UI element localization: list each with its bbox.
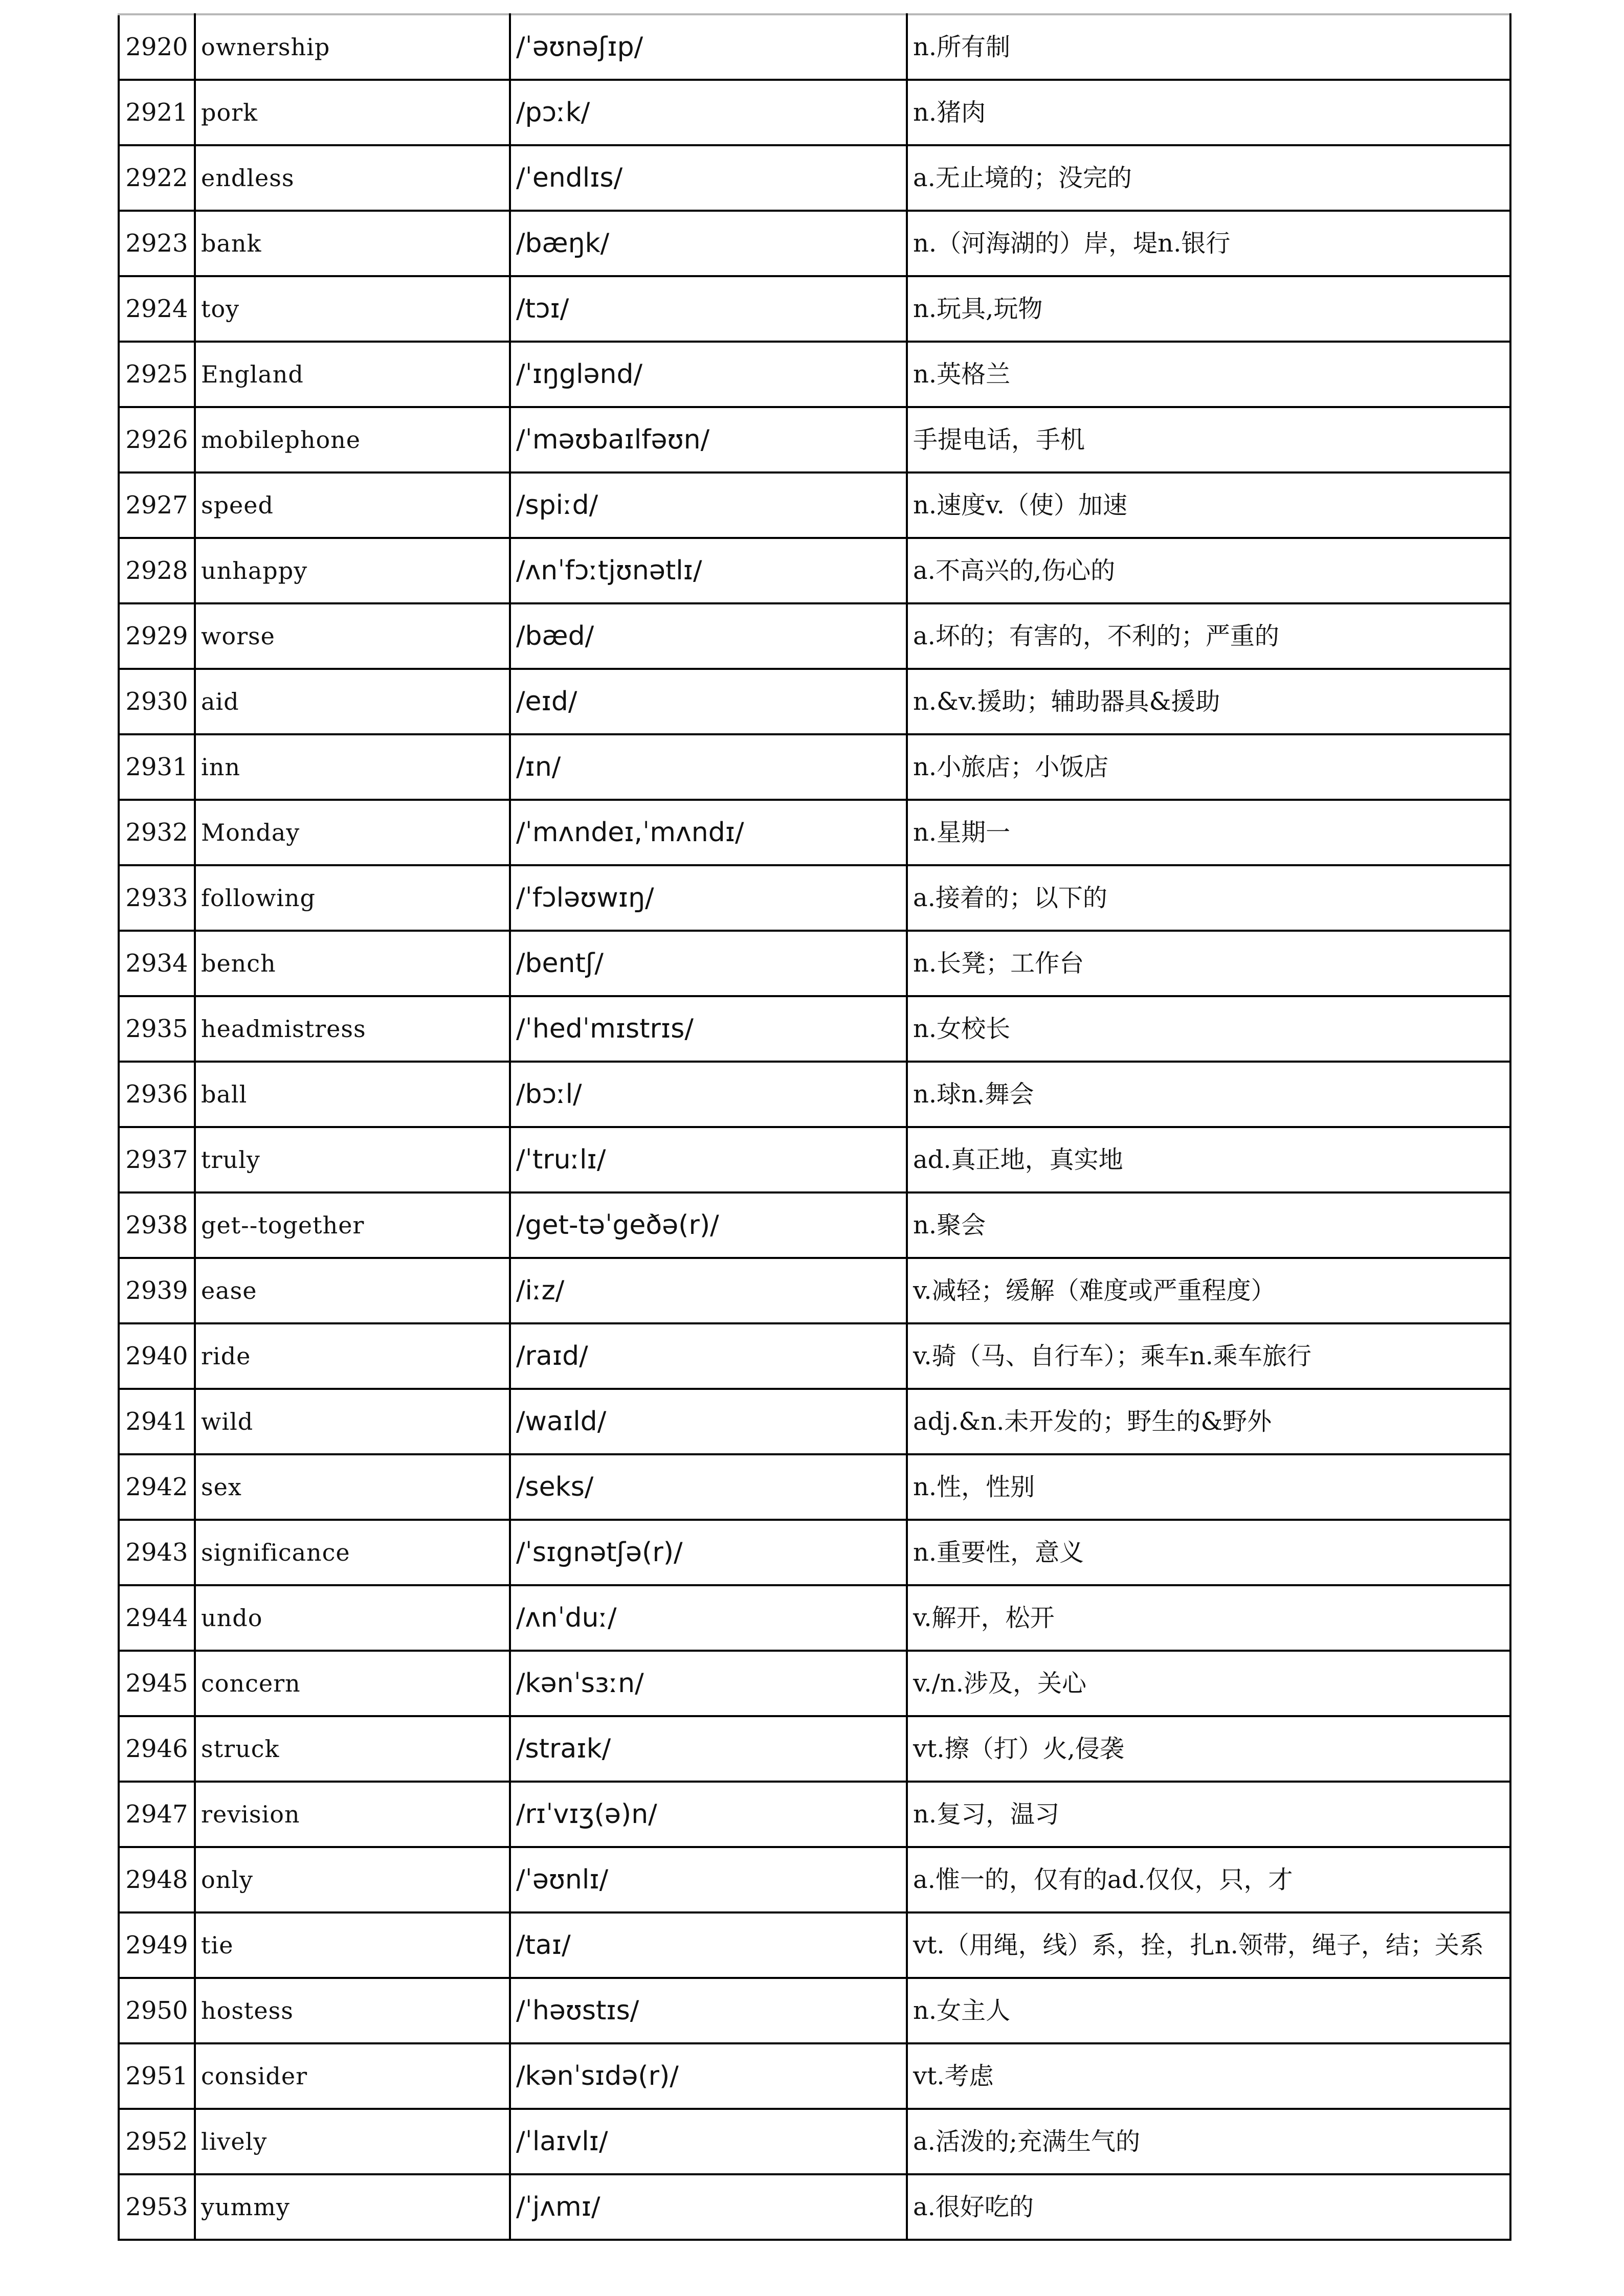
table-row [119, 603, 1510, 669]
meaning: a.不高兴的,伤心的 [907, 538, 1510, 603]
row-number: 2935 [119, 996, 195, 1062]
meaning: n.女校长 [907, 996, 1510, 1062]
phonetic: /ˈəʊnəʃɪp/ [510, 14, 907, 80]
word: consider [195, 2043, 510, 2109]
word: wild [195, 1389, 510, 1454]
table-row [119, 538, 1510, 603]
word: sex [195, 1454, 510, 1520]
meaning: n.长凳；工作台 [907, 931, 1510, 996]
word: undo [195, 1585, 510, 1651]
phonetic: /rɪˈvɪʒ(ə)n/ [510, 1782, 907, 1847]
table-row [119, 800, 1510, 865]
word: hostess [195, 1978, 510, 2043]
row-number: 2936 [119, 1062, 195, 1127]
meaning: v.减轻；缓解（难度或严重程度） [907, 1258, 1510, 1323]
row-number: 2946 [119, 1716, 195, 1782]
table-row [119, 407, 1510, 472]
table-row [119, 80, 1510, 145]
word: England [195, 342, 510, 407]
phonetic: /pɔːk/ [510, 80, 907, 145]
meaning: n.星期一 [907, 800, 1510, 865]
phonetic: /bæd/ [510, 603, 907, 669]
word: speed [195, 472, 510, 538]
phonetic: /ˈməʊbaɪlfəʊn/ [510, 407, 907, 472]
row-number: 2939 [119, 1258, 195, 1323]
word: tie [195, 1912, 510, 1978]
word: ownership [195, 14, 510, 80]
row-number: 2932 [119, 800, 195, 865]
meaning: v./n.涉及，关心 [907, 1651, 1510, 1716]
table-row [119, 276, 1510, 342]
row-number: 2926 [119, 407, 195, 472]
meaning: a.无止境的；没完的 [907, 145, 1510, 211]
word: mobilephone [195, 407, 510, 472]
row-number: 2950 [119, 1978, 195, 2043]
word: headmistress [195, 996, 510, 1062]
table-row [119, 996, 1510, 1062]
table-row [119, 1323, 1510, 1389]
table-row [119, 2109, 1510, 2174]
meaning: ad.真正地，真实地 [907, 1127, 1510, 1192]
row-number: 2951 [119, 2043, 195, 2109]
meaning: n.&v.援助；辅助器具&援助 [907, 669, 1510, 734]
phonetic: /ˈɪŋglənd/ [510, 342, 907, 407]
phonetic: /ˈendlɪs/ [510, 145, 907, 211]
vocabulary-table-body [119, 14, 1510, 2240]
row-number: 2938 [119, 1192, 195, 1258]
meaning: a.惟一的，仅有的ad.仅仅，只，才 [907, 1847, 1510, 1912]
meaning: v.骑（马、自行车）；乘车n.乘车旅行 [907, 1323, 1510, 1389]
table-row [119, 1258, 1510, 1323]
word: inn [195, 734, 510, 800]
phonetic: /tɔɪ/ [510, 276, 907, 342]
row-number: 2937 [119, 1127, 195, 1192]
table-row [119, 1389, 1510, 1454]
table-row [119, 1062, 1510, 1127]
row-number: 2920 [119, 14, 195, 80]
table-row [119, 865, 1510, 931]
table-row [119, 145, 1510, 211]
word: ball [195, 1062, 510, 1127]
row-number: 2948 [119, 1847, 195, 1912]
meaning: n.（河海湖的）岸，堤n.银行 [907, 211, 1510, 276]
meaning: a.活泼的;充满生气的 [907, 2109, 1510, 2174]
row-number: 2944 [119, 1585, 195, 1651]
table-row [119, 1912, 1510, 1978]
word: concern [195, 1651, 510, 1716]
meaning: n.重要性，意义 [907, 1520, 1510, 1585]
phonetic: /bæŋk/ [510, 211, 907, 276]
phonetic: /spiːd/ [510, 472, 907, 538]
meaning: n.球n.舞会 [907, 1062, 1510, 1127]
row-number: 2924 [119, 276, 195, 342]
table-row [119, 2043, 1510, 2109]
row-number: 2927 [119, 472, 195, 538]
row-number: 2934 [119, 931, 195, 996]
phonetic: /ʌnˈfɔːtjʊnətlɪ/ [510, 538, 907, 603]
word: pork [195, 80, 510, 145]
word: revision [195, 1782, 510, 1847]
row-number: 2940 [119, 1323, 195, 1389]
table-row [119, 669, 1510, 734]
word: aid [195, 669, 510, 734]
meaning: n.玩具,玩物 [907, 276, 1510, 342]
phonetic: /bɔːl/ [510, 1062, 907, 1127]
phonetic: /ˈfɔləʊwɪŋ/ [510, 865, 907, 931]
phonetic: /iːz/ [510, 1258, 907, 1323]
meaning: vt.（用绳，线）系，拴，扎n.领带，绳子，结；关系 [907, 1912, 1510, 1978]
table-row [119, 1585, 1510, 1651]
word: struck [195, 1716, 510, 1782]
meaning: n.复习，温习 [907, 1782, 1510, 1847]
word: following [195, 865, 510, 931]
word: ease [195, 1258, 510, 1323]
phonetic: /taɪ/ [510, 1912, 907, 1978]
phonetic: /eɪd/ [510, 669, 907, 734]
word: yummy [195, 2174, 510, 2240]
phonetic: /ɪn/ [510, 734, 907, 800]
row-number: 2945 [119, 1651, 195, 1716]
meaning: n.速度v.（使）加速 [907, 472, 1510, 538]
table-row [119, 14, 1510, 80]
row-number: 2941 [119, 1389, 195, 1454]
phonetic: /kənˈsɪdə(r)/ [510, 2043, 907, 2109]
vocabulary-table [118, 13, 1511, 2241]
table-row [119, 1520, 1510, 1585]
phonetic: /bentʃ/ [510, 931, 907, 996]
row-number: 2922 [119, 145, 195, 211]
row-number: 2953 [119, 2174, 195, 2240]
phonetic: /ˈhedˈmɪstrɪs/ [510, 996, 907, 1062]
phonetic: /kənˈsɜːn/ [510, 1651, 907, 1716]
phonetic: /waɪld/ [510, 1389, 907, 1454]
word: bench [195, 931, 510, 996]
meaning: vt.考虑 [907, 2043, 1510, 2109]
table-row [119, 342, 1510, 407]
word: ride [195, 1323, 510, 1389]
word: truly [195, 1127, 510, 1192]
word: worse [195, 603, 510, 669]
row-number: 2925 [119, 342, 195, 407]
row-number: 2923 [119, 211, 195, 276]
table-row [119, 734, 1510, 800]
table-row [119, 1978, 1510, 2043]
word: lively [195, 2109, 510, 2174]
meaning: n.所有制 [907, 14, 1510, 80]
meaning: vt.擦（打）火,侵袭 [907, 1716, 1510, 1782]
phonetic: /ˈmʌndeɪ,ˈmʌndɪ/ [510, 800, 907, 865]
row-number: 2929 [119, 603, 195, 669]
table-row [119, 1127, 1510, 1192]
table-row [119, 472, 1510, 538]
table-row [119, 1782, 1510, 1847]
meaning: v.解开，松开 [907, 1585, 1510, 1651]
meaning: a.接着的；以下的 [907, 865, 1510, 931]
row-number: 2942 [119, 1454, 195, 1520]
table-row [119, 2174, 1510, 2240]
phonetic: /get-təˈgeðə(r)/ [510, 1192, 907, 1258]
row-number: 2952 [119, 2109, 195, 2174]
phonetic: /ˈjʌmɪ/ [510, 2174, 907, 2240]
word: endless [195, 145, 510, 211]
table-row [119, 1716, 1510, 1782]
row-number: 2949 [119, 1912, 195, 1978]
row-number: 2943 [119, 1520, 195, 1585]
meaning: a.很好吃的 [907, 2174, 1510, 2240]
meaning: n.英格兰 [907, 342, 1510, 407]
table-row [119, 1651, 1510, 1716]
word: only [195, 1847, 510, 1912]
table-row [119, 931, 1510, 996]
word: significance [195, 1520, 510, 1585]
meaning: n.性，性别 [907, 1454, 1510, 1520]
word: toy [195, 276, 510, 342]
word: unhappy [195, 538, 510, 603]
row-number: 2947 [119, 1782, 195, 1847]
meaning: adj.&n.未开发的；野生的&野外 [907, 1389, 1510, 1454]
phonetic: /ˈsɪgnətʃə(r)/ [510, 1520, 907, 1585]
meaning: n.女主人 [907, 1978, 1510, 2043]
table-row [119, 1847, 1510, 1912]
phonetic: /ˈəʊnlɪ/ [510, 1847, 907, 1912]
phonetic: /raɪd/ [510, 1323, 907, 1389]
phonetic: /ˈtruːlɪ/ [510, 1127, 907, 1192]
row-number: 2921 [119, 80, 195, 145]
meaning: n.小旅店；小饭店 [907, 734, 1510, 800]
meaning: 手提电话，手机 [907, 407, 1510, 472]
phonetic: /straɪk/ [510, 1716, 907, 1782]
table-row [119, 1454, 1510, 1520]
word: bank [195, 211, 510, 276]
row-number: 2931 [119, 734, 195, 800]
word: Monday [195, 800, 510, 865]
meaning: n.猪肉 [907, 80, 1510, 145]
meaning: n.聚会 [907, 1192, 1510, 1258]
phonetic: /ˈhəʊstɪs/ [510, 1978, 907, 2043]
table-row [119, 211, 1510, 276]
phonetic: /ʌnˈduː/ [510, 1585, 907, 1651]
phonetic: /ˈlaɪvlɪ/ [510, 2109, 907, 2174]
phonetic: /seks/ [510, 1454, 907, 1520]
row-number: 2928 [119, 538, 195, 603]
meaning: a.坏的；有害的，不利的；严重的 [907, 603, 1510, 669]
word: get--together [195, 1192, 510, 1258]
row-number: 2933 [119, 865, 195, 931]
table-row [119, 1192, 1510, 1258]
row-number: 2930 [119, 669, 195, 734]
